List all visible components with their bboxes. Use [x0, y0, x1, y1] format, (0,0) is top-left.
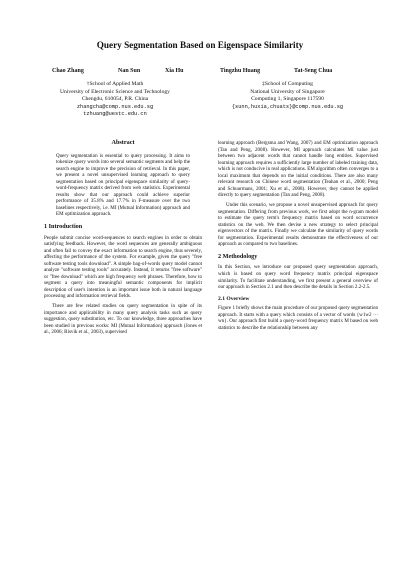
- author-name: Chao Zhang: [52, 68, 84, 74]
- paragraph: Figure 1 briefly shows the main procedure of our proposed query segmentation approach. It starts with a query which consists of a vector of words {w1w2 ··· wn}. Our approach first build a query-word frequency matrix M based on web statistics to describe the relationship between any: [218, 305, 378, 331]
- author-list: [0, 68, 400, 82]
- section-heading-methodology: 2 Methodology: [218, 252, 258, 260]
- section-heading-introduction: 1 Introduction: [44, 223, 83, 231]
- paper-title: Query Segmentation Based on Eigenspace Similarity: [96, 40, 304, 50]
- author-name: Xia Hu: [165, 68, 184, 74]
- affiliation-line: †School of Applied Math: [86, 81, 144, 87]
- affiliation-line: ‡School of Computing: [262, 81, 313, 87]
- paragraph: Under this scenario, we propose a novel unsupervised approach for query segmentation. Differing from previous work, we first adopt the n-gram model to estimate the query term's frequency matrix based on word occurrence statistics on the web. We then devise a new strategy to select principal eigenvectors of the matrix. Finally we calculate the similarity of query words for segmentation. Experimental results demonstrate the effectiveness of our approach as compared to two baselines.: [218, 202, 378, 248]
- abstract-text: Query segmentation is essential to query processing. It aims to tokenize query words into several semantic segments and help the search engine to improve the precision of retrieval. In this paper, we present a novel unsupervised learning approach to query segmentation based on principal eigenspace similarity of query-word-frequency matrix derived from web statistics. Experimental results show that our approach could achieve superior performance of 35.8% and 17.7% in F-measure over the two baselines respectively, i.e. MI (Mutual Information) approach and EM optimization approach.: [56, 152, 190, 218]
- affiliation-email: {sunn,huxia,chuats}@comp.nus.edu.sg: [231, 103, 344, 110]
- affiliation-line: Chengdu, 610054, P.R. China: [81, 96, 149, 103]
- affiliation-email: tzhuang@uestc.edu.cn: [83, 111, 147, 118]
- affiliation-line: University of Electronic Science and Technology: [60, 88, 170, 95]
- paragraph: learning approach (Bergsma and Wang, 2007) and EM optimization approach (Tan and Peng, 2008). However, MI approach calculates MI value just between two adjacent words that cannot handle long entities. Supervised learning approach requires a sufficiently large number of labeled training data, which is not conducive in real applications. EM algorithm often converges to a local maximum that depends on the initial conditions. There are also many relevant research on Chinese word segmentation (Teahan et al., 2000; Peng and Schuurmans, 2001; Xu et al., 2008). However, they cannot be applied directly to query segmentation (Tan and Peng, 2008).: [218, 140, 378, 199]
- affiliation-line: National University of Singapore: [250, 88, 325, 95]
- author-name: Tingzhu Huang: [220, 68, 261, 74]
- affiliation-line: Computing 1, Singapore 117590: [251, 96, 324, 103]
- affiliation-right: [205, 81, 370, 111]
- paragraph: People submit concise word-sequences to search engines in order to obtain satisfying feedback. However, the word sequences are generally ambiguous and often fail to convey the exact information to search engine, thus severely, affecting the performance of the system. For example, given the query "free software testing tools download". A simple bag-of-words query model cannot analyze "software testing tools" accurately. Instead, it returns "free software" or "free download" which are high frequency web phrases. Therefore, how to segment a query into meaningful semantic components for implicit description of user's intention is an important issue both in natural language processing and information retrieval fields.: [44, 234, 202, 300]
- author-name: Tat-Seng Chua: [294, 68, 333, 74]
- paragraph: In this Section, we introduce our proposed query segmentation approach, which is based on query word frequency matrix principal eigenspace similarity. To facilitate understanding, we first present a general overview of our approach in Section 2.1 and then describe the details in Section 2.2-2.5.: [218, 264, 378, 291]
- affiliation-left: [40, 81, 190, 119]
- right-column: [218, 140, 378, 335]
- affiliation-email: zhangcha@comp.nus.edu.sg: [76, 103, 154, 110]
- left-column: [44, 140, 202, 339]
- subsection-heading-overview: 2.1 Overview: [218, 295, 250, 302]
- paragraph: There are few related studies on query segmentation in spite of its importance and applicability in many query analysis tasks such as query suggestion, query substitution, etc. To our knowledge, three approaches have been studied in previous works: MI (Mutual Information) approach (Jones et al., 2006; Risvik et al., 2003), supervised: [44, 303, 202, 336]
- author-name: Nan Sun: [118, 68, 141, 74]
- abstract-heading: Abstract: [111, 139, 135, 146]
